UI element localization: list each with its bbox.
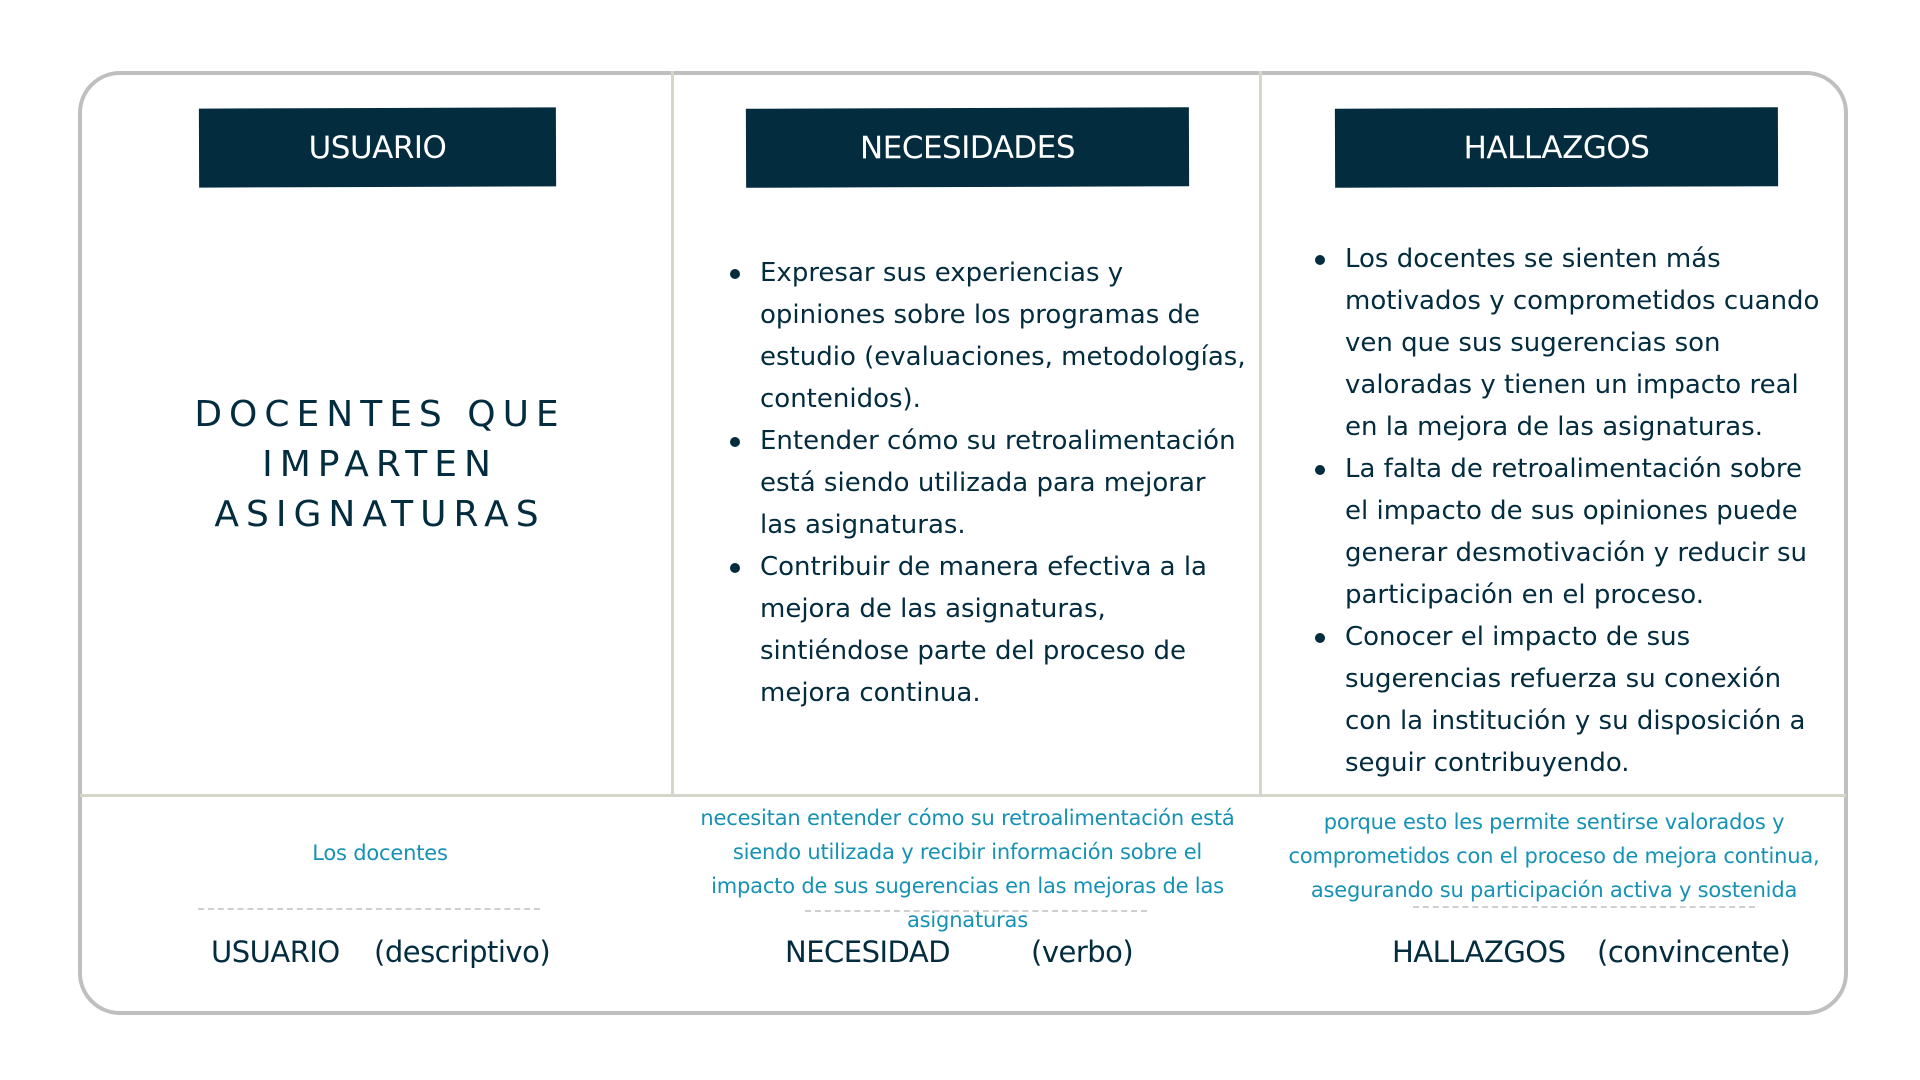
column-divider-2: [1259, 71, 1262, 795]
hallazgos-list: [1313, 238, 1833, 784]
list-item: [1313, 448, 1833, 616]
statement-necesidad-text: necesitan entender cómo su retroalimentación está siendo utilizada y recibir información sobre el impacto de sus sugerencias en las mejoras de las asignaturas: [700, 806, 1235, 932]
row-divider: [80, 794, 1846, 797]
necesidad-text: Contribuir de manera efectiva a la mejora de las asignaturas, sintiéndose parte del proceso de mejora continua.: [760, 552, 1207, 708]
header-hallazgos: [1335, 107, 1778, 188]
header-usuario: [199, 107, 556, 187]
list-item: [728, 252, 1248, 420]
column-divider-1: [671, 71, 674, 795]
header-hallazgos-label: HALLAZGOS: [1463, 129, 1650, 166]
hallazgo-text: La falta de retroalimentación sobre el impacto de sus opiniones puede generar desmotivación y reducir su participación en el proceso.: [1345, 454, 1807, 610]
list-item: [728, 420, 1248, 546]
bullet-icon: [1315, 465, 1325, 475]
bullet-icon: [730, 437, 740, 447]
user-title-line: DOCENTES QUE: [194, 394, 566, 435]
list-item: [1313, 238, 1833, 448]
bullet-icon: [1315, 633, 1325, 643]
caption-necesidad-label: NECESIDAD: [785, 935, 951, 969]
bullet-icon: [730, 563, 740, 573]
header-usuario-label: USUARIO: [308, 129, 447, 166]
hallazgo-text: Los docentes se sienten más motivados y comprometidos cuando ven que sus sugerencias son valoradas y tienen un impacto real en la mejora de las asignaturas.: [1345, 244, 1820, 442]
statement-hallazgos-text: porque esto les permite sentirse valorados y comprometidos con el proceso de mejora continua, asegurando su participación activa y sostenida: [1288, 810, 1820, 902]
header-necesidades-label: NECESIDADES: [859, 129, 1076, 166]
caption-usuario-label: USUARIO: [211, 935, 340, 969]
necesidad-text: Expresar sus experiencias y opiniones sobre los programas de estudio (evaluaciones, metodologías, contenidos).: [760, 258, 1246, 414]
user-title-line: ASIGNATURAS: [214, 494, 546, 535]
list-item: [728, 546, 1248, 714]
caption-usuario-type: (descriptivo): [374, 935, 551, 969]
blank-line-usuario: [198, 908, 540, 910]
hallazgo-text: Conocer el impacto de sus sugerencias refuerza su conexión con la institución y su disposición a seguir contribuyendo.: [1345, 622, 1806, 778]
user-title-line: IMPARTEN: [262, 444, 498, 485]
user-title: [180, 390, 580, 540]
necesidad-text: Entender cómo su retroalimentación está siendo utilizada para mejorar las asignaturas.: [760, 426, 1236, 540]
header-necesidades: [746, 107, 1189, 188]
statement-usuario-text: Los docentes: [312, 841, 448, 865]
caption-hallazgos-label: HALLAZGOS: [1392, 935, 1566, 969]
necesidades-list: [728, 252, 1248, 714]
bullet-icon: [730, 269, 740, 279]
list-item: [1313, 616, 1833, 784]
bullet-icon: [1315, 255, 1325, 265]
caption-necesidad-type: (verbo): [1031, 935, 1134, 969]
blank-line-necesidad: [805, 910, 1147, 912]
caption-hallazgos-type: (convincente): [1597, 935, 1791, 969]
blank-line-hallazgos: [1413, 906, 1755, 908]
